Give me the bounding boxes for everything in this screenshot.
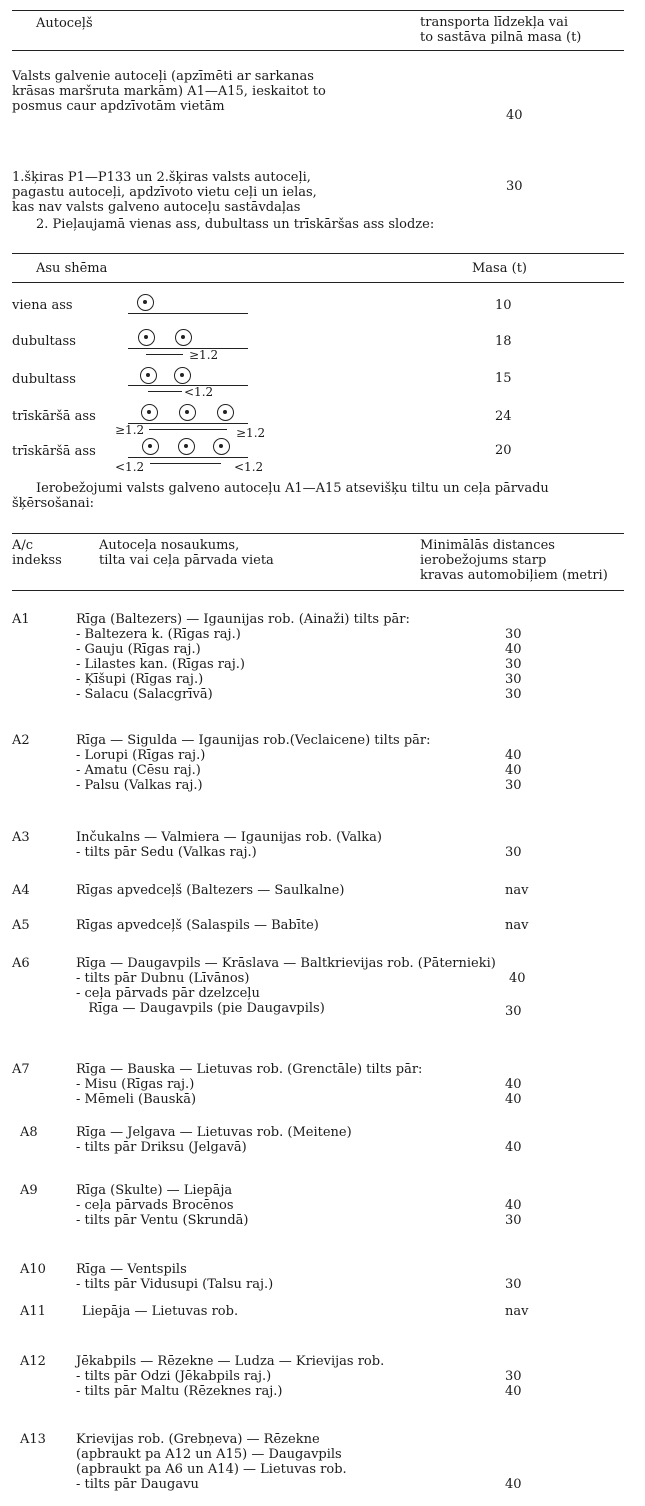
- route-bridge-item: Rīga — Daugavpils (pie Daugavpils): [76, 1001, 325, 1016]
- table1-top-rule: [12, 10, 624, 11]
- route-name: Jēkabpils — Rēzekne — Ludza — Krievijas rob.: [76, 1354, 385, 1369]
- route-bridge-item: - tilts pār Vidusupi (Talsu raj.): [76, 1277, 274, 1292]
- route-index: A11: [20, 1304, 46, 1319]
- distance-value: 40: [505, 1477, 522, 1492]
- distance-value: 40: [505, 1384, 522, 1399]
- distance-value: 40: [505, 1198, 522, 1213]
- axle-row-mass: 18: [495, 334, 512, 349]
- distance-value: 30: [505, 1004, 522, 1019]
- route-name: Rīga — Ventspils: [76, 1262, 187, 1277]
- route-name: Liepāja — Lietuvas rob.: [82, 1304, 239, 1319]
- route-bridge-item: - Salacu (Salacgrīvā): [76, 687, 213, 702]
- table1-header-mass: transporta līdzekļa vai to sastāva pilnā masa (t): [420, 15, 582, 45]
- section3-title: Ierobežojumi valsts galveno autoceļu A1—A15 atsevišķu tiltu un ceļa pārvadu šķērsošanai:: [12, 481, 549, 511]
- distance-value: 40: [505, 642, 522, 657]
- wheel-icon: [217, 404, 234, 421]
- distance-value: 40: [505, 1140, 522, 1155]
- table1-header-autocels: Autoceļš: [36, 16, 93, 31]
- route-bridge-item: - tilts pār Ventu (Skrundā): [76, 1213, 249, 1228]
- distance-value: nav: [505, 883, 529, 898]
- axle-spacing-label: ≥1.2: [189, 348, 219, 362]
- route-name: Rīga — Sigulda — Igaunijas rob.(Veclaicene) tilts pār:: [76, 733, 431, 748]
- route-index: A10: [20, 1262, 46, 1277]
- distance-value: 30: [505, 778, 522, 793]
- route-bridge-item: - ceļa pārvads Brocēnos: [76, 1198, 234, 1213]
- route-bridge-item: - Ķīšupi (Rīgas raj.): [76, 672, 204, 687]
- table1-row-main-roads: Valsts galvenie autoceļi (apzīmēti ar sarkanas krāsas maršruta markām) A1—A15, ieskaitot to posmus caur apdzīvotām vietām: [12, 69, 326, 114]
- route-bridge-item: - tilts pār Maltu (Rēzeknes raj.): [76, 1384, 283, 1399]
- axle-spacing-label: <1.2: [234, 460, 264, 474]
- axle-row-name: trīskāršā ass: [12, 444, 96, 459]
- distance-value: 30: [505, 627, 522, 642]
- table2-header-rule: [12, 282, 624, 283]
- route-index: A8: [20, 1125, 38, 1140]
- axle-row-name: dubultass: [12, 334, 76, 349]
- table3-header-rule: [12, 590, 624, 591]
- distance-value: nav: [505, 918, 529, 933]
- table2-top-rule: [12, 253, 624, 254]
- wheel-icon: [141, 404, 158, 421]
- distance-value: 30: [505, 1369, 522, 1384]
- distance-value: 40: [505, 763, 522, 778]
- axle-spacing-label: ≥1.2: [236, 426, 266, 440]
- route-bridge-item: - Mēmeli (Bauskā): [76, 1092, 197, 1107]
- route-index: A13: [20, 1432, 46, 1447]
- wheel-icon: [213, 438, 230, 455]
- table3-header-distance: Minimālās distances ierobežojums starp kravas automobiļiem (metri): [420, 538, 608, 583]
- table2-header-scheme: Asu shēma: [36, 261, 108, 276]
- route-bridge-item: - tilts pār Driksu (Jelgavā): [76, 1140, 247, 1155]
- route-index: A5: [12, 918, 30, 933]
- route-bridge-item: - tilts pār Dubnu (Līvānos): [76, 971, 250, 986]
- route-name: Rīga — Daugavpils — Krāslava — Baltkrievijas rob. (Pāternieki): [76, 956, 496, 971]
- route-bridge-item: - Lilastes kan. (Rīgas raj.): [76, 657, 245, 672]
- route-index: A1: [12, 612, 30, 627]
- wheel-icon: [179, 404, 196, 421]
- distance-value: 30: [505, 657, 522, 672]
- wheel-icon: [137, 294, 154, 311]
- wheel-icon: [140, 367, 157, 384]
- distance-value: 30: [505, 1213, 522, 1228]
- route-bridge-item: (apbraukt pa A12 un A15) — Daugavpils: [76, 1447, 342, 1462]
- route-bridge-item: - Gauju (Rīgas raj.): [76, 642, 201, 657]
- table1-row-other-roads: 1.šķiras P1—P133 un 2.šķiras valsts autoceļi, pagastu autoceļi, apdzīvoto vietu ceļi un ielas, kas nav valsts galveno autoceļu sastāvdaļas: [12, 170, 317, 215]
- route-index: A7: [12, 1062, 30, 1077]
- route-index: A9: [20, 1183, 38, 1198]
- route-bridge-item: - ceļa pārvads pār dzelzceļu: [76, 986, 260, 1001]
- table3-header-index: A/c indekss: [12, 538, 62, 568]
- route-index: A3: [12, 830, 30, 845]
- wheel-icon: [142, 438, 159, 455]
- route-index: A12: [20, 1354, 46, 1369]
- route-index: A6: [12, 956, 30, 971]
- distance-value: 40: [505, 748, 522, 763]
- wheel-icon: [174, 367, 191, 384]
- distance-value: 30: [505, 672, 522, 687]
- route-bridge-item: - Palsu (Valkas raj.): [76, 778, 203, 793]
- distance-value: 40: [509, 971, 526, 986]
- route-bridge-item: - tilts pār Sedu (Valkas raj.): [76, 845, 257, 860]
- table3-top-rule: [12, 533, 624, 534]
- distance-value: 40: [505, 1092, 522, 1107]
- wheel-icon: [178, 438, 195, 455]
- table3-header-name: Autoceļa nosaukums, tilta vai ceļa pārvada vieta: [99, 538, 274, 568]
- route-bridge-item: - Amatu (Cēsu raj.): [76, 763, 201, 778]
- axle-row-name: trīskāršā ass: [12, 409, 96, 424]
- wheel-icon: [138, 329, 155, 346]
- route-name: Rīgas apvedceļš (Baltezers — Saulkalne): [76, 883, 345, 898]
- axle-spacing-label: ≥1.2: [115, 423, 145, 437]
- table1-header-rule: [12, 50, 624, 51]
- route-bridge-item: - Misu (Rīgas raj.): [76, 1077, 195, 1092]
- table1-row-main-roads-value: 40: [506, 108, 523, 123]
- table1-row-other-roads-value: 30: [506, 179, 523, 194]
- route-index: A2: [12, 733, 30, 748]
- route-bridge-item: (apbraukt pa A6 un A14) — Lietuvas rob.: [76, 1462, 347, 1477]
- axle-row-mass: 10: [495, 298, 512, 313]
- route-bridge-item: - tilts pār Daugavu: [76, 1477, 199, 1492]
- distance-value: nav: [505, 1304, 529, 1319]
- route-name: Rīga (Skulte) — Liepāja: [76, 1183, 233, 1198]
- section2-title: 2. Pieļaujamā vienas ass, dubultass un trīskāršas ass slodze:: [36, 217, 435, 232]
- table2-header-mass: Masa (t): [472, 261, 527, 276]
- route-name: Rīga — Jelgava — Lietuvas rob. (Meitene): [76, 1125, 352, 1140]
- wheel-icon: [175, 329, 192, 346]
- axle-row-name: viena ass: [12, 298, 73, 313]
- axle-row-mass: 20: [495, 443, 512, 458]
- distance-value: 30: [505, 845, 522, 860]
- route-bridge-item: - tilts pār Odzi (Jēkabpils raj.): [76, 1369, 272, 1384]
- axle-row-mass: 15: [495, 371, 512, 386]
- distance-value: 30: [505, 1277, 522, 1292]
- axle-row-mass: 24: [495, 409, 512, 424]
- route-name: Krievijas rob. (Grebņeva) — Rēzekne: [76, 1432, 320, 1447]
- route-bridge-item: - Baltezera k. (Rīgas raj.): [76, 627, 241, 642]
- axle-spacing-label: <1.2: [115, 460, 145, 474]
- distance-value: 40: [505, 1077, 522, 1092]
- route-index: A4: [12, 883, 30, 898]
- axle-row-name: dubultass: [12, 372, 76, 387]
- route-name: Rīgas apvedceļš (Salaspils — Babīte): [76, 918, 319, 933]
- route-bridge-item: - Lorupi (Rīgas raj.): [76, 748, 206, 763]
- axle-spacing-label: <1.2: [184, 385, 214, 399]
- route-name: Rīga (Baltezers) — Igaunijas rob. (Ainaži) tilts pār:: [76, 612, 410, 627]
- route-name: Inčukalns — Valmiera — Igaunijas rob. (Valka): [76, 830, 382, 845]
- distance-value: 30: [505, 687, 522, 702]
- route-name: Rīga — Bauska — Lietuvas rob. (Grenctāle) tilts pār:: [76, 1062, 423, 1077]
